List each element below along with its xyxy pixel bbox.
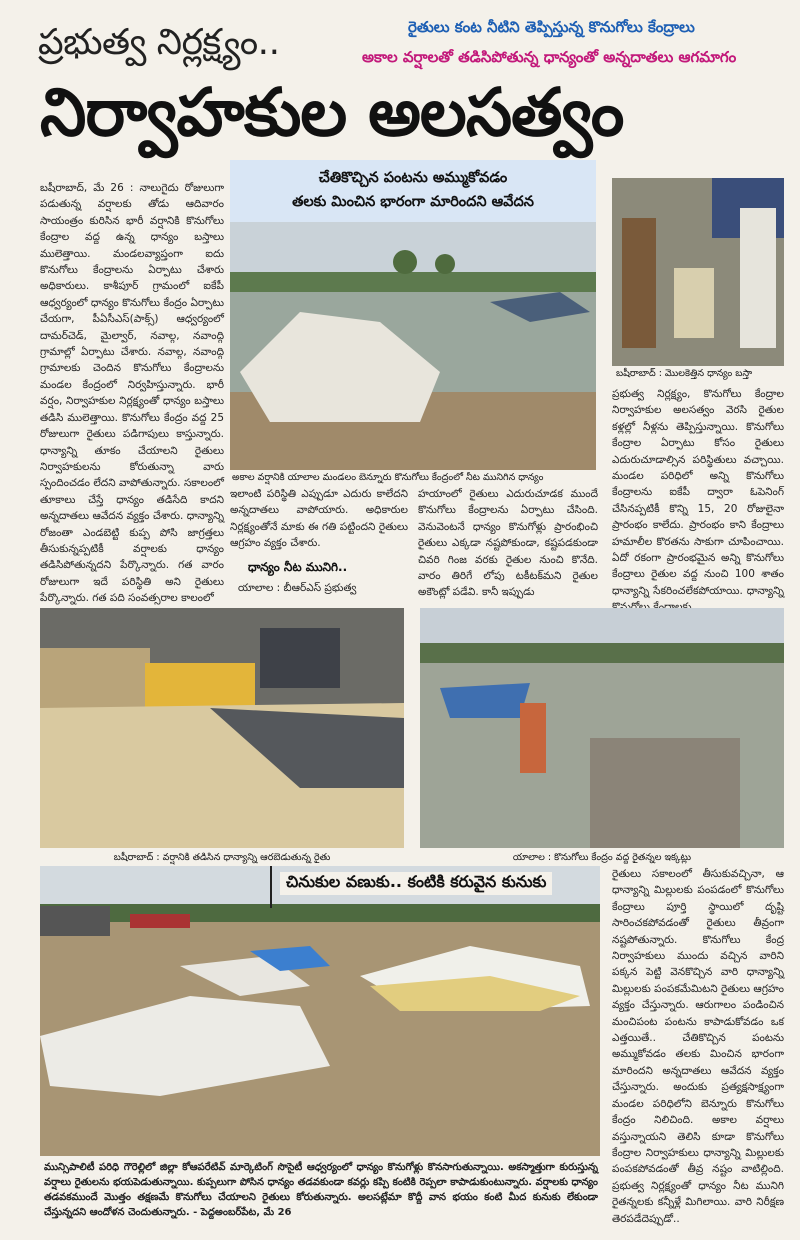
subtitle-pink: అకాల వర్షాలతో తడిసిపోతున్న ధాన్యంతో అన్నదాతలు ఆగమాగం: [362, 48, 737, 66]
banner-line-1: చేతికొచ్చిన పంటను అమ్ముకోవడం: [318, 170, 508, 186]
left-column-text: [40, 180, 224, 605]
subtitle-blue: రైతులు కంట నీటిని తెప్పిస్తున్న కొనుగోలు కేంద్రాలు: [408, 18, 695, 36]
middle-column-1-paragraph: ఇలాంటి పరిస్థితి ఎప్పుడూ ఎదురు కాలేదని అన్నదాతలు వాపోయారు. అధికారుల నిర్లక్ష్యంతోనే మాకు ఈ గతి పట్టిందని రైతులు ఆగ్రహం వ్యక్తం చేశారు.: [230, 488, 408, 550]
headline: నిర్వాహకుల అలసత్వం: [40, 74, 624, 151]
right-bottom-column-paragraph: రైతులు సకాలంలో తీసుకువచ్చినా, ఆ ధాన్యాన్ని మిల్లులకు పంపడంలో కొనుగోలు కేంద్రాలు పూర్తి స్థాయిలో దృష్టి సారించకపోవడంతో రైతులు తీవ్రంగా నష్టపోతున్నారు. కొనుగోలు కేంద్ర నిర్వాహకులు ముందు వచ్చిన వారిని పక్కన పెట్టి వెనకొచ్చిన వారి ధాన్యాన్ని మిల్లులకు పంపకమేమిటని రైతులు ఆగ్రహం వ్యక్తం చేస్తున్నారు. ఆరుగాలం పండించిన మంచిపంట పంటను కాపాడుకోవడం ఒక ఎత్తయితే.. చేతికొచ్చిన పంటను అమ్ముకోవడం తలకు మించిన భారంగా మారిందని అన్నదాతలు ఆవేదన వ్యక్తం చేస్తున్నారు. అందుకు ప్రత్యక్షసాక్ష్యంగా మండల పరిధిలోని బెన్నూరు కొనుగోలు కేంద్రం నిలిచింది. అకాల వర్షాలు వస్తున్నాయని తెలిసి కూడా కొనుగోలు కేంద్రాల నిర్వాహకులు ధాన్యాన్ని మిల్లులకు పంపకపోవడంతో తీవ్ర నష్టం వాటిల్లింది. ప్రభుత్వ నిర్లక్ష్యంతో ధాన్యం నీట మునిగి రైతన్నలకు కన్నీళ్లే మిగిలాయి. వారి నిరీక్షణ తెరపడేదెప్పుడో..: [612, 868, 784, 1225]
bottom-photo-caption: [44, 1160, 598, 1220]
right-bottom-column-text: [612, 866, 784, 1225]
middle-column-2-paragraph: హయాంలో రైతులు ఎదురుచూడక ముందే కొనుగోలు కేంద్రాలను ఏర్పాటు చేసింది. వెనువెంటనే ధాన్యం కొనుగోళ్లు ప్రారంభించి రైతులు ఎక్కడా నష్టపోకుండా, కష్టపడకుండా చివరి గింజ వరకు రైతుల నుంచి కొనేది. వారం తిరిగే లోపు టకీటక్‌మని రైతుల అకౌంట్లో పడేవి. కానీ ఇప్పుడు: [418, 488, 598, 599]
middle-column-1-text: [230, 486, 408, 562]
flooded-center-photo: [420, 608, 784, 848]
left-column-paragraph: బషీరాబాద్, మే 26 : నాలుగైదు రోజులుగా పడుతున్న వర్షాలకు తోడు ఆదివారం సాయంత్రం కురిసిన భారీ వర్షానికి కొనుగోలు కేంద్రాల వద్ద ఉన్న ధాన్యం బస్తాలు ములెత్తాయి. మండలవ్యాప్తంగా ఐదు కొనుగోలు కేంద్రాలను ఏర్పాటు చేశారు అధికారులు. కాశీపూర్ గ్రామంలో ఐకేపీ ఆధ్వర్యంలో ధాన్యం కొనుగోలు కేంద్రం ఏర్పాటు చేయగా, పీఏసీఎస్(పాక్స్) ఆధ్వర్యంలో దామర్‌చెడ్, మైల్వార్, నవాల్గ, నవాంద్గి గ్రామాల్లో ఏర్పాటు చేశారు. నవాల్గ, నవాంద్గి గ్రామాలకు చెందిన కొనుగోలు కేంద్రాలను మండల కేంద్రంలో నిర్వహిస్తున్నారు. భారీ వర్షం, నిర్వాహకుల నిర్లక్ష్యంతో ధాన్యం బస్తాలు తడిసి ములెత్తాయి. కొనుగోలు కేంద్రం వద్ద 25 రోజులుగా రైతులు పడిగాపులు కాస్తున్నారు. ధాన్యాన్ని తూకం చేయాలని రైతులు నిర్వాహకులను కోరుతున్నా వారు స్పందించడం లేదని వాపోతున్నారు. సకాలంలో తూకాలు చేస్తే ధాన్యం తడిసేది కాదని అన్నదాతలు ఆవేదన వ్యక్తం చేశారు. ధాన్యాన్ని రోజంతా ఎండబెట్టి కుప్ప పోసి జాగ్రత్తలు తీసుకున్నప్పటికీ వర్షాలకు ధాన్యం తడిసిపోతున్నదని పేర్కొన్నారు. గత వారం రోజులుగా ఇదే పరిస్థితి అని రైతులు పేర్కొన్నారు. గత పది సంవత్సరాల కాలంలో: [40, 182, 224, 605]
flooded-grain-photo: [230, 222, 596, 470]
bottom-photo-caption-text: మున్సిపాలిటీ పరిధి గౌరెల్లిలో జిల్లా కోఆపరేటివ్ మార్కెటింగ్ సొసైటీ ఆధ్వర్యంలో ధాన్యం కొనుగోళ్లు కొనసాగుతున్నాయి. అకస్మాత్తుగా కురుస్తున్న వర్షాలు రైతులను భయపెడుతున్నాయి. కుప్పలుగా పోసిన ధాన్యం తడవకుండా కవర్లు కప్పి కంటికి రెప్పలా కాపాడుకుంటున్నారు. వర్షాలకు ధాన్యం తడవకముందే మొత్తం తక్షణమే కొనుగోలు చేయాలని రైతులు కోరుతున్నారు. అలసట్లేమా కొద్దీ వాన భయం కంటి మీద కునుకు లేకుండా చేస్తున్నదని ఆందోళన చెందుతున్నారు. - పెద్దఅంబర్‌పేట, మే 26: [44, 1162, 598, 1218]
covered-grain-heaps-photo: [40, 866, 600, 1156]
section-subhead-grain-submerged: ధాన్యం నీట మునిగి..: [248, 560, 348, 574]
subheadline-banner: [230, 160, 596, 222]
photo-divider: [270, 866, 272, 908]
mid-right-photo-caption: యాలాల : కొనుగోలు కేంద్రం వద్ద రైతన్నల ఇక్కట్లు: [512, 852, 692, 863]
mid-left-photo-caption: బషీరాబాద్ : వర్షానికి తడిసిన ధాన్యాన్ని ఆరబెడుతున్న రైతు: [113, 852, 331, 863]
banner-line-2: తలకు మించిన భారంగా మారిందని ఆవేదన: [292, 194, 534, 210]
right-column-text: [612, 386, 784, 600]
bottom-photo-subhead: చినుకుల వణుకు.. కంటికి కరువైన కునుకు: [280, 872, 552, 895]
sprouted-grain-bag-photo: [612, 178, 784, 366]
article-kicker: ప్రభుత్వ నిర్లక్ష్యం..: [38, 22, 280, 63]
right-photo-caption: బషీరాబాద్ : మొలకెత్తిన ధాన్యం బస్తా: [616, 368, 753, 379]
middle-column-1-tail-text: యాలాల : బీఆర్‌ఎస్ ప్రభుత్వ: [238, 582, 357, 594]
middle-column-1-tail: [238, 580, 408, 598]
right-column-paragraph: ప్రభుత్వ నిర్లక్ష్యం, కొనుగోలు కేంద్రాల నిర్వాహకుల అలసత్వం వెరసి రైతుల కళ్లల్లో నీళ్లను తెప్పిస్తున్నాయి. కొనుగోలు కేంద్రాల ఏర్పాటు కోసం రైతులు ఎదురుచూడాల్సిన పరిస్థితులు వచ్చాయి. మండల పరిధిలో అన్ని కొనుగోలు కేంద్రాలను ఐకేపీ ద్వారా ఓపెనింగ్ చేసినప్పటికీ కొన్ని 15, 20 రోజులైనా ప్రారంభం కాలేదు. ప్రారంభం కాని కేంద్రాలు హమాలీల కొరతను సాకుగా చూపించాయి. ఏదో రకంగా ప్రారంభమైన అన్ని కొనుగోలు కేంద్రాలు రైతుల వద్ద నుంచి 100 శాతం ధాన్యాన్ని సేకరించలేకపోయాయి. ధాన్యాన్ని: [612, 388, 784, 597]
middle-column-2-text: [418, 486, 598, 600]
top-photo-caption: అకాల వర్షానికి యాలాల మండలం బెన్నూరు కొనుగోలు కేంద్రంలో నీట మునిగిన ధాన్యం: [232, 472, 544, 483]
drying-grain-photo: [40, 608, 404, 848]
